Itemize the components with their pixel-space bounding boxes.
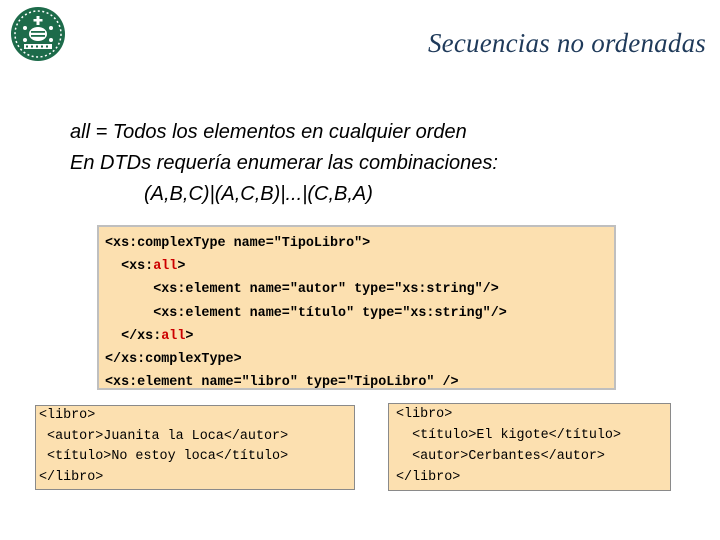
code-line: <autor>Juanita la Loca</autor> [39, 428, 289, 444]
code-text: <xs: [105, 259, 154, 275]
code-line: <libro> [39, 408, 96, 423]
keyword-all: all [161, 328, 186, 344]
code-text: > [177, 259, 186, 275]
bullet-line-combinations: (A,B,C)|(A,C,B)|...|(C,B,A) [144, 183, 373, 205]
example-left-code-box [35, 405, 355, 490]
code-line: <xs:complexType name="TipoLibro"> [105, 236, 371, 251]
bullet-line-dtd: En DTDs requería enumerar las combinaciones: [70, 152, 498, 174]
code-line: </libro> [396, 470, 461, 485]
code-text: > [185, 328, 194, 344]
keyword-all: all [153, 259, 178, 275]
code-line: <xs:element name="libro" type="TipoLibro" /> [105, 375, 459, 391]
code-line: <xs:element name="autor" type="xs:string"/> [105, 282, 499, 298]
code-text: </xs: [105, 328, 162, 344]
bullet-line-all: all = Todos los elementos en cualquier orden [70, 121, 467, 143]
code-line: <libro> [396, 407, 453, 422]
code-line: <título>No estoy loca</título> [39, 449, 289, 464]
schema-code-box [97, 225, 616, 390]
example-right-code-box [388, 403, 671, 491]
code-line [105, 255, 614, 278]
code-line [105, 325, 614, 348]
bullet-list [70, 117, 498, 210]
code-line: </xs:complexType> [105, 352, 242, 368]
code-line: </libro> [39, 469, 104, 485]
code-line: <título>El kigote</título> [396, 428, 621, 443]
code-line: <xs:element name="título" type="xs:string"/> [105, 305, 507, 321]
code-line: <autor>Cerbantes</autor> [396, 449, 605, 464]
university-logo-icon [10, 6, 66, 62]
slide-title: Secuencias no ordenadas [427, 28, 706, 58]
